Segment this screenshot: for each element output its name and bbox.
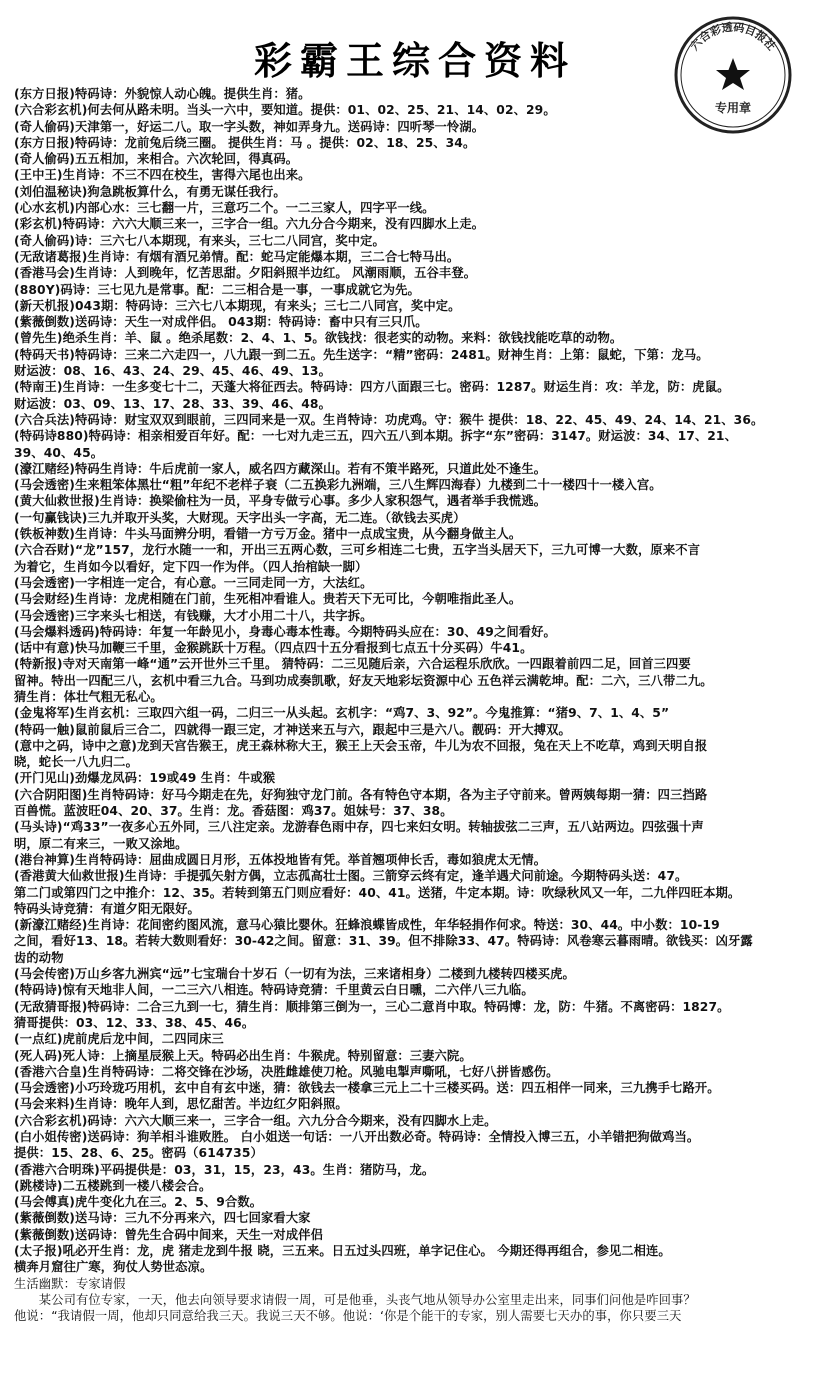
text-line: (880Y)码诗：三七见九是常事。配：二三相合是一事，一事成就它为先。	[14, 282, 420, 297]
text-line: (特码一触)鼠前鼠后三合二，四就得一跟三定，才神送来五与六，跟起中三是六八。靓码：开大搏双。	[14, 722, 571, 737]
text-line: (马会傅真)虎牛变化九在三。2、5、9合数。	[14, 1195, 263, 1210]
text-line: 生活幽默：专家请假	[14, 1276, 126, 1291]
text-line: (一点红)虎前虎后龙中间，二四同床三	[14, 1032, 224, 1047]
text-line: (香港六合皇)生肖特码诗：二将交锋在沙场，决胜雌雄使刀枪。风驰电掣声嘶吼，七好八拼皆感伤。	[14, 1064, 559, 1079]
text-line: 百兽慌。蓝波旺04、20、37。生肖：龙。香菇图：鸡37。姐妹号：37、38。	[14, 804, 453, 819]
text-line: (香港六合明珠)平码提供是：03，31，15，23，43。生肖：猪防马，龙。	[14, 1162, 435, 1177]
text-line: (新天机报)043期：特码诗：三六七八本期现，有来头；三七二八同宫，奖中定。	[14, 298, 461, 313]
text-line: (开门见山)劲爆龙凤码：19或49 生肖：牛或猴	[14, 771, 276, 786]
text-line: (刘伯温秘诀)狗急跳板算什么，有勇无谋任我行。	[14, 184, 286, 199]
text-line: 财运波：08、16、43、24、29、45、46、49、13。	[14, 364, 331, 379]
text-line: (东方日报)特码诗：外貌惊人动心魄。提供生肖：猪。	[14, 87, 311, 101]
text-line: 晓，蛇长一八九归二。	[14, 755, 138, 770]
text-line: 特码头诗竞猜：有道夕阳无限好。	[14, 901, 200, 916]
text-line: (一句赢钱诀)三九并取开头奖，大财现。天字出头一字高，无二连。（欲钱去买虎）	[14, 510, 466, 525]
text-line: (曾先生)绝杀生肖：羊、鼠 。绝杀尾数：2、4、1、5。欲钱找：很老实的动物。来料：欲钱找能吃草的动物。	[14, 331, 623, 346]
text-line: (太子报)吼必开生肖：龙，虎 猪走龙到牛报 晓，三五来。日五过头四班，单字记住心。 今期还得再组合，参见二相连。	[14, 1244, 671, 1259]
content-body	[14, 86, 814, 1325]
text-line: 财运波：03、09、13、17、28、33、39、46、48。	[14, 396, 331, 411]
text-line: (紫薇倒数)送码诗：天生一对成伴侣。 043期：特码诗：畜中只有三只爪。	[14, 315, 428, 330]
text-line: (紫薇倒数)送马诗：三九不分再来六，四七回家看大家	[14, 1211, 311, 1226]
text-line: 明，原二有来三，一败又涂地。	[14, 836, 188, 851]
text-line: (六合彩玄机)何去何从路未明。当头一六中，要知道。提供：01、02、25、21、14、02、29。	[14, 103, 556, 118]
text-line: (无敌猜哥报)特码诗：二合三九到一七，猜生肖：顺排第三倒为一，三心二意肖中取。特码博：龙，防：牛猪。不离密码：1827。	[14, 999, 730, 1014]
text-line: (特新报)寺对天南第一峰“通”云开世外三千里。 猜特码：二三见随后亲，六合运程乐欣欣。一四跟着前四二足，回首三四要	[14, 657, 691, 672]
text-line: (马会来料)生肖诗：晚年人到，思忆甜苦。半边红夕阳斜照。	[14, 1097, 348, 1112]
text-line: (话中有意)快马加鞭三千里，金猴跳跃十万程。（四点四十五分看报到七点五十分买码）牛41。	[14, 641, 533, 656]
text-line: (无敌诸葛报)生肖诗：有烟有酒兄弟情。配：蛇马定能爆本期，三二合七特马出。	[14, 249, 460, 264]
text-line: (奇人偷码)天津第一，好运二八。取一字头数，神如弄身九。送码诗：四听琴一怜湖。	[14, 119, 485, 134]
text-line: 某公司有位专家，一天，他去向领导要求请假一周，可是他垂，头丧气地从领导办公室里走出来，同事们问他是咋回事？	[14, 1292, 696, 1307]
text-line: (东方日报)特码诗：龙前兔后绕三圈。 提供生肖：马 。提供：02、18、25、34。	[14, 135, 476, 150]
text-line: (特码诗880)特码诗：相亲相爱百年好。配：一七对九走三五，四六五八到本期。拆字“东”密码：3147。财运波：34、17、21、	[14, 429, 737, 444]
seal-center-text: 专用章	[714, 101, 752, 115]
text-line: (马会财经)生肖诗：龙虎相随在门前，生死相冲看谁人。贵若天下无可比，今朝唯指此圣人。	[14, 592, 522, 607]
text-line: (马会透密)小巧玲珑巧用机，玄中自有玄中迷，猜：欲钱去一楼拿三元上二十三楼买码。送：四五相伴一同来，三九携手七路开。	[14, 1081, 720, 1096]
text-line: (特码诗)惊有天地非人间，一二三六八相连。特码诗竞猜：千里黄云白日曛，二六伴八三九临。	[14, 983, 534, 998]
text-line: (香港马会)生肖诗：人到晚年，忆苦思甜。夕阳斜照半边红。 风潮雨顺，五谷丰登。	[14, 266, 477, 281]
text-line: 他说：“我请假一周，他却只同意给我三天。我说三天不够。他说：‘你是个能干的专家，别人需要七天办的事，你只要三天	[14, 1309, 682, 1324]
text-line: 留神。特出一四配三八，玄机中看三九合。马到功成奏凯歌，好友天地彩坛资源中心 五色祥云满乾坤。配：二六，三八带二九。	[14, 673, 713, 688]
text-line: (六合兵法)特码诗：财宝双双到眼前，三四同来是一双。生肖特诗：功虎鸡。守：猴牛 提供：18、22、45、49、24、14、21、36。	[14, 412, 764, 427]
text-line: 第二门或第四门之中推介：12、35。若转到第五门则应看好：40、41。送猪，牛定本期。诗：吹绿秋风又一年，二九伴四旺本期。	[14, 885, 741, 900]
text-line: (王中王)生肖诗：不三不四在校生，害得六尾也出来。	[14, 168, 311, 183]
text-line: (跳楼诗)二五楼跳到一楼八楼会合。	[14, 1178, 212, 1193]
text-line: (马会透密)一字相连一定合，有心意。一三同走同一方，大法红。	[14, 575, 373, 590]
text-line: (意中之码，诗中之意)龙到天宫告猴王，虎王森林称大王，猴王上天会玉帝，牛儿为农不回报，兔在天上不吃草，鸡到天明自报	[14, 738, 708, 753]
text-line: (六合阴阳图)生肖特码诗：好马今期走在先，好狗独守龙门前。各有特色守本期，各为主子守前来。曾两姨每期一猜：四三挡路	[14, 787, 708, 802]
text-line: (马会传密)万山乡客九洲宾“远”七宝瑞台十岁石（一切有为法，三来诸相身）二楼到九楼转四楼买虎。	[14, 967, 575, 982]
text-line: 为着它，生肖如今以看好，定下四一作为伴。（四人抬棺缺一脚）	[14, 559, 368, 574]
page-title: 彩霸王综合资料	[253, 38, 576, 83]
text-line: (六合彩玄机)码诗：六六大顺三来一，三字合一组。六九分合今期来，没有四脚水上走。	[14, 1113, 497, 1128]
seal-ring-text: 六合彩透码目报社	[687, 20, 779, 53]
text-line: 39、40、45。	[14, 445, 104, 460]
text-line: 之间，看好13、18。若转大数则看好：30-42之间。留意：31、39。但不排除33、47。特码诗：风卷寒云暮雨晴。欲钱买：凶牙露	[14, 934, 753, 949]
text-line: (新濠江赌经)生肖诗：花间密约图风流，意马心猿比婴休。狂蜂浪蝶皆成性，年华轻捐作何求。特送：30、44。中小数：10-19	[14, 918, 720, 933]
text-line: (马会爆料透码)特码诗：年复一年龄见小，身毒心毒本性毒。今期特码头应在：30、49之间看好。	[14, 624, 556, 639]
text-line: (黄大仙救世报)生肖诗：换梁偷柱为一员，平身专做亏心事。多少人家积怨气，遇者举手我慌逃。	[14, 494, 547, 509]
text-line: (金鬼将军)生肖玄机：三取四六组一码，二归三一从头起。玄机字：“鸡7、3、92”。今鬼推算：“猪9、7、1、4、5”	[14, 706, 670, 721]
text-line: (奇人偷码)诗：三六七八本期现，有来头，三七二八同宫，奖中定。	[14, 233, 385, 248]
text-line: (马会透密)三字来头七相送，有钱赚，大才小用二十八，共字拆。	[14, 608, 373, 623]
text-line: (马头诗)“鸡33”一夜多心五外同，三八注定亲。龙游春色雨中存，四七来妇女明。转轴拔弦二三声，五八站两边。四弦强十声	[14, 820, 704, 835]
text-line: (特南王)生肖诗：一生多变七十二，天蓬大将征西去。特码诗：四方八面跟三七。密码：1287。财运生肖：攻：羊龙，防：虎鼠。	[14, 380, 730, 395]
text-line: (白小姐传密)送码诗：狗羊相斗谁败胜。 白小姐送一句话：一八开出数必奇。特码诗：全情投入博三五，小羊错把狗做鸡当。	[14, 1130, 700, 1144]
text-line: (奇人偷码)五五相加，来相合。六次轮回，得真码。	[14, 152, 299, 167]
svg-text:六合彩透码目报社	[687, 20, 779, 53]
text-line: 猜生肖：体壮气粗无私心。	[14, 689, 163, 704]
text-line: (心水玄机)内部心水：三七翻一片，三意巧二个。一二三家人，四字平一线。	[14, 201, 435, 216]
text-line: (马会透密)生来粗笨体黑壮“粗”年纪不老样子衰（二五换彩九洲端，三八生辉四海春）九楼到二十一楼四十一楼入宫。	[14, 478, 662, 493]
text-line: 齿的动物	[14, 950, 64, 965]
text-line: 猜哥提供：03、12、33、38、45、46。	[14, 1015, 255, 1030]
text-line: (死人码)死人诗：上摘星辰猴上天。特码必出生肖：牛猴虎。特别留意：三妻六院。	[14, 1048, 472, 1063]
text-line: (紫薇倒数)送码诗：曾先生合码中间来，天生一对成伴侣	[14, 1227, 323, 1242]
text-line: (港台神算)生肖特码诗：屈曲成圆日月形，五体投地皆有凭。举首翘项伸长舌，毒如狼虎太无情。	[14, 852, 547, 867]
text-line: (香港黄大仙救世报)生肖诗：手提弧矢射方偶，立志孤高壮士图。三箭穿云终有定，逢羊遇犬问前途。今期特码头送：47。	[14, 869, 688, 884]
text-line: (濠江赌经)特码生肖诗：牛后虎前一家人，威名四方藏深山。若有不策半路死，只道此处不逢生。	[14, 461, 547, 476]
text-line: (彩玄机)特码诗：六六大顺三来一，三字合一组。六九分合今期来，没有四脚水上走。	[14, 217, 485, 232]
text-line: (铁板神数)生肖诗：牛头马面辨分明，看错一方亏万金。猪中一点成宝贵，从今翻身做主人。	[14, 527, 522, 542]
text-line: 提供：15、28、6、25。密码（614735）	[14, 1146, 263, 1161]
text-line: (特码天书)特码诗：三来二六走四一，八九跟一到二五。先生送字：“精”密码：2481。财神生肖：上第：鼠蛇，下第：龙马。	[14, 347, 709, 362]
text-line: (六合吞财)“龙”157，龙行水随一一和，开出三五两心数，三可乡相连二七贵，五字当头居天下，三九可博一大数，原来不言	[14, 543, 701, 558]
text-line: 横奔月窟往广寒，狗仗人势世态凉。	[14, 1260, 213, 1275]
